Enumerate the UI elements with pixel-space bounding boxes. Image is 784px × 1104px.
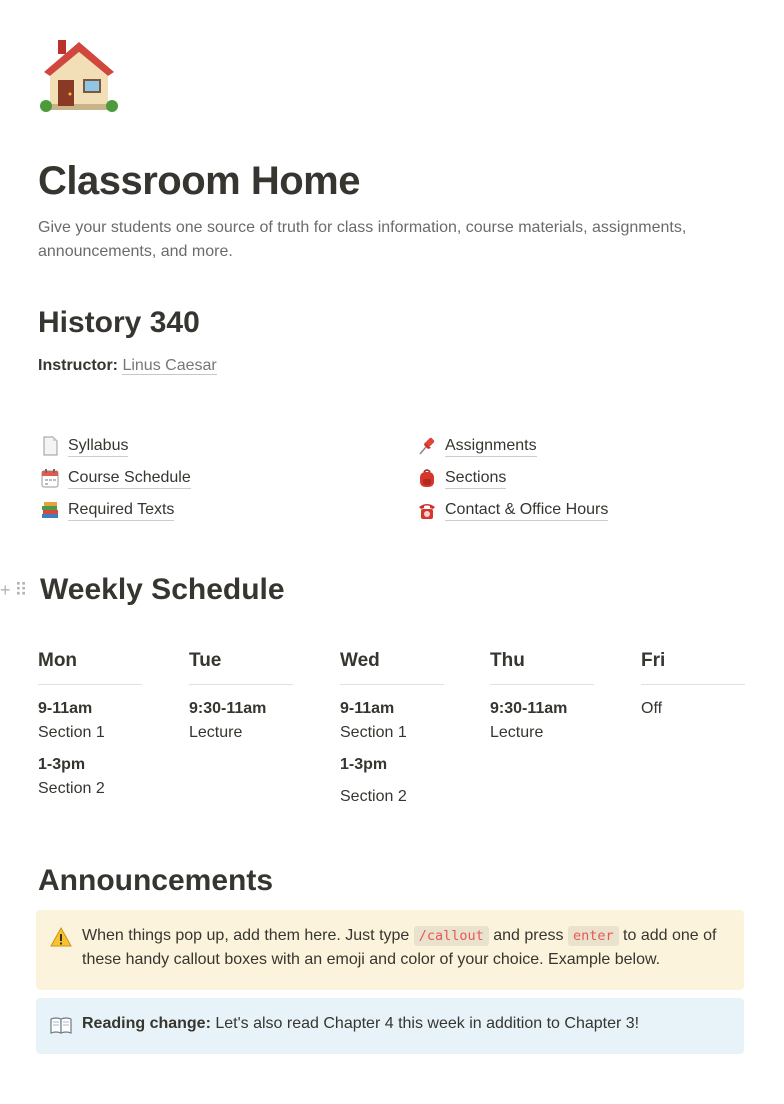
books-icon bbox=[40, 500, 60, 520]
announcements-heading: Announcements bbox=[38, 864, 274, 897]
open-book-icon bbox=[50, 1014, 72, 1036]
add-block-icon[interactable]: + bbox=[0, 580, 11, 600]
slot-desc: Section 1 bbox=[340, 724, 407, 741]
day-header: Tue bbox=[189, 648, 293, 685]
link-assignments[interactable] bbox=[417, 430, 757, 462]
slot-desc: Lecture bbox=[189, 724, 243, 741]
link-label[interactable]: Assignments bbox=[445, 436, 537, 457]
callout-reading-change[interactable] bbox=[36, 998, 744, 1054]
instructor-label: Instructor: bbox=[38, 357, 118, 374]
link-sections[interactable] bbox=[417, 462, 757, 494]
weekly-schedule-heading: Weekly Schedule bbox=[40, 573, 285, 606]
link-syllabus[interactable] bbox=[40, 430, 380, 462]
slot-desc: Lecture bbox=[490, 724, 544, 741]
course-heading: History 340 bbox=[38, 306, 200, 339]
inline-code: /callout bbox=[414, 926, 489, 946]
house-icon bbox=[40, 38, 118, 116]
callout-text: to add one of these handy callout boxes with an emoji and color of your choice. Example below. bbox=[82, 927, 717, 968]
drag-handle-icon[interactable]: ⠿ bbox=[14, 580, 28, 600]
instructor-line bbox=[38, 354, 217, 378]
slot-desc: Off bbox=[641, 700, 663, 717]
instructor-link[interactable]: Linus Caesar bbox=[122, 357, 217, 374]
telephone-icon bbox=[417, 500, 437, 520]
links-right-column bbox=[417, 430, 757, 526]
schedule-column-wed bbox=[340, 648, 444, 809]
page-icon bbox=[40, 436, 60, 456]
link-course-schedule[interactable] bbox=[40, 462, 380, 494]
calendar-icon bbox=[40, 468, 60, 488]
links-left-column bbox=[40, 430, 380, 526]
slot-desc: Section 1 bbox=[38, 724, 105, 741]
link-label[interactable]: Contact & Office Hours bbox=[445, 500, 608, 521]
slot-time: 9-11am bbox=[340, 700, 395, 717]
page-subtitle: Give your students one source of truth for class information, course materials, assignments, announcements, and more. bbox=[38, 219, 687, 260]
slot-time: 1-3pm bbox=[38, 756, 86, 773]
callout-text: When things pop up, add them here. Just type bbox=[82, 927, 414, 944]
page-title: Classroom Home bbox=[38, 159, 360, 203]
slot-desc: Section 2 bbox=[340, 788, 407, 805]
link-contact-office-hours[interactable] bbox=[417, 494, 757, 526]
slot-time: 9:30-11am bbox=[490, 700, 568, 717]
callout-instructions[interactable] bbox=[36, 910, 744, 990]
callout-text: Let's also read Chapter 4 this week in addition to Chapter 3! bbox=[210, 1015, 640, 1032]
slot-time: 1-3pm bbox=[340, 756, 388, 773]
callout-bold-label: Reading change: bbox=[82, 1015, 211, 1032]
inline-code: enter bbox=[568, 926, 619, 946]
link-label[interactable]: Required Texts bbox=[68, 500, 174, 521]
schedule-column-tue bbox=[189, 648, 293, 745]
schedule-column-thu bbox=[490, 648, 594, 745]
callout-text: and press bbox=[488, 927, 568, 944]
day-header: Mon bbox=[38, 648, 142, 685]
pushpin-icon bbox=[417, 436, 437, 456]
schedule-column-mon bbox=[38, 648, 142, 801]
link-label[interactable]: Sections bbox=[445, 468, 506, 489]
backpack-icon bbox=[417, 468, 437, 488]
slot-time: 9:30-11am bbox=[189, 700, 267, 717]
schedule-column-fri bbox=[641, 648, 745, 721]
link-required-texts[interactable] bbox=[40, 494, 380, 526]
day-header: Thu bbox=[490, 648, 594, 685]
link-label[interactable]: Course Schedule bbox=[68, 468, 191, 489]
day-header: Wed bbox=[340, 648, 444, 685]
link-label[interactable]: Syllabus bbox=[68, 436, 128, 457]
slot-desc: Section 2 bbox=[38, 780, 105, 797]
warning-icon bbox=[50, 926, 72, 948]
block-controls bbox=[0, 580, 32, 600]
day-header: Fri bbox=[641, 648, 745, 685]
slot-time: 9-11am bbox=[38, 700, 93, 717]
